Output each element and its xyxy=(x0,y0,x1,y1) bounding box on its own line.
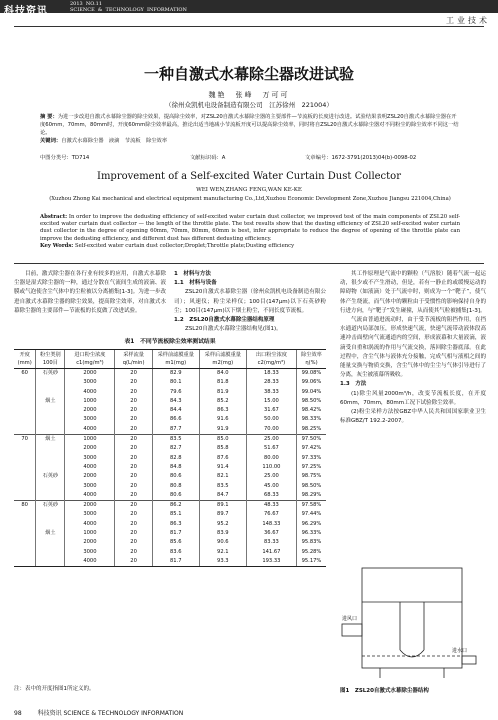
table-cell xyxy=(36,557,65,567)
table-cell: 20 xyxy=(115,454,152,463)
table-cell xyxy=(36,425,65,435)
abstract-cn-label: 摘 要： xyxy=(40,114,58,120)
footer-journal-name: 科技资讯 SCIENCE & TECHNOLOGY INFORMATION xyxy=(37,710,184,717)
table-cell: 85.1 xyxy=(152,510,199,519)
table-cell: 83.6 xyxy=(152,548,199,557)
table-cell: 83.9 xyxy=(199,529,246,538)
table-1-caption: 表1 不同节流板除尘效率测试结果 xyxy=(124,339,216,345)
table-cell: 89.1 xyxy=(199,501,246,511)
table-row xyxy=(14,415,326,424)
table-cell: 1000 xyxy=(65,435,115,445)
keywords-cn-text: 自激式水幕除尘器 液滴 节流板 除尘效率 xyxy=(61,138,168,144)
table-cell: 80 xyxy=(14,501,36,511)
table-cell: 1000 xyxy=(65,397,115,406)
table-cell: 20 xyxy=(115,435,152,445)
page-footer xyxy=(14,708,183,717)
table-cell: 20 xyxy=(115,520,152,529)
body-column-2 xyxy=(174,270,326,334)
table-cell: 60 xyxy=(21,370,28,376)
table-cell: 81.9 xyxy=(199,388,246,397)
table-cell: 83.33 xyxy=(246,538,296,547)
table-header-cell: 开度(mm) xyxy=(14,350,36,369)
method-item-2: (2)粉尘采样方法按GBZ中华人民共和国国家职业卫生标准GBZ/T 192.2-2007。 xyxy=(340,409,486,425)
section-heading-1-2: 1.2 ZSL20自激式水幕除尘器结构原理 xyxy=(174,317,275,324)
table-cell: 20 xyxy=(115,529,152,538)
table-cell: 4000 xyxy=(65,520,115,529)
table-cell: 97.42% xyxy=(296,444,326,453)
table-row xyxy=(14,425,326,435)
table-cell: 2000 xyxy=(65,369,115,379)
inlet-label: 进风口 xyxy=(342,616,358,622)
table-cell: 85.6 xyxy=(152,538,199,547)
table-cell: 98.50% xyxy=(296,397,326,406)
body-column-3 xyxy=(340,270,486,426)
table-cell: 20 xyxy=(115,369,152,379)
table-cell: 99.06% xyxy=(296,378,326,387)
table-cell: 2000 xyxy=(65,444,115,453)
table-cell: 31.67 xyxy=(246,406,296,415)
table-cell: 20 xyxy=(115,425,152,435)
table-cell xyxy=(36,482,65,491)
table-row xyxy=(14,538,326,547)
intro-paragraph: 目前，激式除尘器在各行业有较多的应用，自激式水幕除尘器是湿式除尘器的一种，通过分散在气流间生成的液滴、液膜或气泡使含尘气体中的尘粒被以分离捕集[1-3]。为进一步改进自激式水幕除尘器的除尘效果，提高除尘效率，对自激式水幕除尘器的主要部件—节流板的长度做了改进试验。 xyxy=(14,271,166,314)
table-cell: 20 xyxy=(115,482,152,491)
table-cell: 86.3 xyxy=(199,406,246,415)
table-cell: 25.00 xyxy=(246,472,296,481)
table-row xyxy=(14,388,326,397)
table-cell: 97.25% xyxy=(296,463,326,472)
table-cell: 97.33% xyxy=(296,454,326,463)
table-cell: 86.6 xyxy=(152,415,199,424)
table-body xyxy=(14,369,326,567)
table-cell: 烟土 xyxy=(36,435,65,445)
table-cell: 80.6 xyxy=(152,491,199,501)
table-cell: 93.3 xyxy=(199,557,246,567)
keywords-en-text: Self-excited water curtain dust collector;Droplet;Throttle plate;Dusting efficiency xyxy=(74,242,295,249)
table-cell: 84.4 xyxy=(152,406,199,415)
table-cell xyxy=(14,397,36,406)
table-cell: 99.04% xyxy=(296,388,326,397)
table-cell: 20 xyxy=(115,491,152,501)
table-cell xyxy=(14,406,36,415)
table-cell xyxy=(36,406,65,415)
table-cell: 76.67 xyxy=(246,510,296,519)
figure-1-diagram xyxy=(340,560,486,684)
table-cell: 193.33 xyxy=(246,557,296,567)
table-cell: 99.08% xyxy=(296,369,326,379)
table-cell: 70.00 xyxy=(246,425,296,435)
table-cell: 2000 xyxy=(65,406,115,415)
table-cell xyxy=(14,415,36,424)
table-cell: 80.8 xyxy=(152,482,199,491)
table-cell: 烟土 xyxy=(36,529,65,538)
table-cell: 82.1 xyxy=(199,472,246,481)
table-cell: 20 xyxy=(115,538,152,547)
table-header-row xyxy=(14,350,326,369)
table-cell: 83.5 xyxy=(199,482,246,491)
table-cell xyxy=(14,510,36,519)
authors-en: WEI WEN,ZHANG FENG,WAN KE-KE xyxy=(196,187,302,193)
table-cell: 141.67 xyxy=(246,548,296,557)
table-cell: 91.6 xyxy=(199,415,246,424)
table-cell: 97.44% xyxy=(296,510,326,519)
table-cell xyxy=(14,538,36,547)
table-cell: 4000 xyxy=(65,557,115,567)
table-cell xyxy=(36,538,65,547)
table-cell: 2000 xyxy=(65,501,115,511)
table-cell xyxy=(36,444,65,453)
table-header-cell: 采样流量q(L/min) xyxy=(115,350,152,369)
principle-paragraph: 其工作原理是气流中的颗粒（气溶胶）随着气流一起运动，很少或不产生滑动，但是，若有一静止的或缓慢运动的障碍物（如液滴）处于气流中时，则成为一个“靶子”，使气体产生绕流，而气体中的颗粒由于受惯性的影响保持自身的行进方向，与“靶子”发生碰撞，从而使其气粒被捕集[1-3]。 xyxy=(340,271,486,314)
table-cell: 20 xyxy=(115,378,152,387)
table-cell: 81.8 xyxy=(199,378,246,387)
table-cell: 80.1 xyxy=(152,378,199,387)
table-cell: 90.6 xyxy=(199,538,246,547)
table-cell xyxy=(14,548,36,557)
table-row xyxy=(14,501,326,511)
table-cell: 20 xyxy=(115,463,152,472)
page-number: 98 xyxy=(14,710,22,717)
table-cell xyxy=(14,472,36,481)
water-inlet-label: 进水口 xyxy=(452,648,468,654)
table-cell: 98.75% xyxy=(296,472,326,481)
table-row xyxy=(14,491,326,501)
table-cell xyxy=(36,520,65,529)
table-cell xyxy=(14,557,36,567)
table-cell: 97.58% xyxy=(296,501,326,511)
table-cell: 87.6 xyxy=(199,454,246,463)
table-cell: 石英砂 xyxy=(36,472,65,481)
keywords-en-label: Key Words: xyxy=(40,242,74,249)
table-cell: 48.33 xyxy=(246,501,296,511)
clc-number: 中图分类号：TD714 xyxy=(40,155,90,161)
table-cell: 89.7 xyxy=(199,510,246,519)
table-cell: 烟土 xyxy=(36,397,65,406)
section-heading-1: 1 材料与方法 xyxy=(174,271,211,277)
abstract-en xyxy=(40,214,460,250)
table-note: 注：表中的开度指图1所定义的。 xyxy=(14,686,95,692)
table-cell xyxy=(14,520,36,529)
section-heading-1-3: 1.3 方法 xyxy=(340,381,367,388)
journal-logo: 科技资讯 xyxy=(4,6,48,17)
table-row xyxy=(14,435,326,445)
table-cell xyxy=(14,529,36,538)
results-table xyxy=(14,349,326,567)
table-cell: 2000 xyxy=(65,538,115,547)
table-cell: 50.00 xyxy=(246,415,296,424)
table-cell xyxy=(36,388,65,397)
table-cell xyxy=(36,510,65,519)
authors-cn: 魏艳 张峰 万可可 xyxy=(208,91,290,99)
table-cell: 3000 xyxy=(65,482,115,491)
table-cell: 20 xyxy=(115,501,152,511)
table-cell xyxy=(36,463,65,472)
airflow-paragraph: 气流由普通进流动时，由于受节流板的阻挡作用，在挡水通道内局部加压，形成快速气流，快速气流带动液体段高速冲击面壁向气流通道内的空间，形成液幕和大量液滴，液滴受自重和涡流的作用与气流交换，落回除尘器底部。在此过程中，含尘气体与液体充分接触，完成气相与液相之间的能量交换与物质交换，含尘气体中的尘尘与气体引导进行了分离，灰尘被液幕所吸收。 xyxy=(340,317,486,379)
table-cell: 3000 xyxy=(65,415,115,424)
section-label: 工业技术 xyxy=(446,16,490,25)
header-rule xyxy=(14,26,484,27)
table-row xyxy=(14,378,326,387)
table-cell: 20 xyxy=(115,510,152,519)
table-cell: 84.3 xyxy=(152,397,199,406)
table-cell: 45.00 xyxy=(246,482,296,491)
table-cell xyxy=(14,388,36,397)
table-row xyxy=(14,444,326,453)
table-cell: 92.1 xyxy=(199,548,246,557)
table-cell: 68.33 xyxy=(246,491,296,501)
table-cell xyxy=(14,444,36,453)
article-number: 文章编号：1672-3791(2013)04(b)-0098-02 xyxy=(305,155,417,161)
table-header-cell: 采样前滤膜重量m1(mg) xyxy=(152,350,199,369)
table-cell: 84.8 xyxy=(152,463,199,472)
table-cell: 110.00 xyxy=(246,463,296,472)
table-cell: 15.00 xyxy=(246,397,296,406)
affiliation-en: (Xuzhou Zhong Kai mechanical and electrical equipment manufacturing Co.,Ltd,Xuzhou Economic Development Zone,Xuzhou Jiangsu 221004,China) xyxy=(49,196,451,202)
table-cell xyxy=(36,491,65,501)
table-cell: 4000 xyxy=(65,491,115,501)
figure-1-caption: 图1 ZSL20自激式水幕除尘器结构 xyxy=(340,688,429,694)
table-cell: 148.33 xyxy=(246,520,296,529)
table-cell: 38.33 xyxy=(246,388,296,397)
section-heading-1-1: 1.1 材料与设备 xyxy=(174,280,217,287)
table-cell: 3000 xyxy=(65,548,115,557)
table-row xyxy=(14,454,326,463)
table-cell: 51.67 xyxy=(246,444,296,453)
table-cell xyxy=(14,463,36,472)
body-column-1 xyxy=(14,270,166,316)
abstract-cn-text: 为进一步改进自激式水幕除尘器的除尘效果，提高除尘效率，对ZSL20自激式水幕除尘器的主要部件—节流板的长度进行改进。试验结果表明ZSL20自激式水幕除尘器在开度60mm，70mm，80mm时，开度60mm除尘效率最高，推论出适当地减小节流板开度可以提高除尘效率，同时将自ZSL20自激式水幕除尘器对不同粉尘的除尘效率不同这一结论。 xyxy=(40,114,459,136)
structure-paragraph: ZSL20自激式水幕除尘器结构见(图1)。 xyxy=(185,326,282,333)
table-cell xyxy=(14,378,36,387)
table-cell: 3000 xyxy=(65,510,115,519)
table-cell: 1000 xyxy=(65,529,115,538)
document-code: 文献标识码：A xyxy=(190,155,226,161)
table-cell: 20 xyxy=(115,472,152,481)
affiliation-cn: （徐州众凯机电设备制造有限公司 江苏徐州 221004） xyxy=(165,101,333,109)
table-cell: 85.0 xyxy=(199,435,246,445)
table-row xyxy=(14,557,326,567)
table-cell: 85.8 xyxy=(199,444,246,453)
table-cell: 81.7 xyxy=(152,529,199,538)
table-cell: 3000 xyxy=(65,378,115,387)
table-row xyxy=(14,548,326,557)
table-header-cell: 采样后滤膜重量m2(mg) xyxy=(199,350,246,369)
table-cell xyxy=(14,454,36,463)
table-cell: 20 xyxy=(115,444,152,453)
table-cell xyxy=(36,415,65,424)
table-cell xyxy=(36,548,65,557)
table-cell: 86.3 xyxy=(152,520,199,529)
table-cell: 98.25% xyxy=(296,425,326,435)
table-cell: 82.8 xyxy=(152,454,199,463)
table-cell: 18.33 xyxy=(246,369,296,379)
materials-paragraph: ZSL20自激式水幕除尘器（徐州众凯机电设备制造有限公司）；风速仪；粉尘采样仪；100目(147μm)以下石英砂粉尘；100目(147μm)以下烟土粉尘，不同长度节流板。 xyxy=(174,289,326,314)
table-cell: 4000 xyxy=(65,425,115,435)
issue-number: 2013 NO.11 xyxy=(70,1,103,7)
table-cell xyxy=(14,491,36,501)
table-cell: 80.6 xyxy=(152,472,199,481)
table-cell: 79.6 xyxy=(152,388,199,397)
table-cell xyxy=(36,454,65,463)
table-cell: 95.28% xyxy=(296,548,326,557)
table-cell: 87.7 xyxy=(152,425,199,435)
table-cell: 70 xyxy=(14,435,36,445)
table-cell: 95.83% xyxy=(296,538,326,547)
table-cell: 84.0 xyxy=(199,369,246,379)
method-item-1: (1)除尘风量2000m³/h，改变节流板长度，在开度60mm，70mm，80mm工况下试验除尘效率。 xyxy=(340,390,486,406)
table-cell: 20 xyxy=(115,406,152,415)
water-inlet-pipe xyxy=(462,656,476,664)
table-cell: 91.4 xyxy=(199,463,246,472)
table-cell: 95.2 xyxy=(199,520,246,529)
table-cell: 36.67 xyxy=(246,529,296,538)
table-cell xyxy=(36,378,65,387)
table-cell: 3000 xyxy=(65,454,115,463)
table-row xyxy=(14,397,326,406)
table-row xyxy=(14,472,326,481)
paper-title-cn: 一种自激式水幕除尘器改进试验 xyxy=(143,65,354,83)
meta-row xyxy=(40,153,460,161)
table-cell: 25.00 xyxy=(246,435,296,445)
abstract-en-label: Abstract: xyxy=(40,214,68,220)
table-cell: 80.00 xyxy=(246,454,296,463)
table-cell: 82.9 xyxy=(152,369,199,379)
table-cell: 98.42% xyxy=(296,406,326,415)
table-cell: 4000 xyxy=(65,463,115,472)
table-cell: 86.2 xyxy=(152,501,199,511)
table-cell: 91.9 xyxy=(199,425,246,435)
table-cell: 98.33% xyxy=(296,415,326,424)
table-row xyxy=(14,369,326,379)
issue-info xyxy=(70,1,187,13)
table-cell: 石英砂 xyxy=(36,369,65,379)
table-header-cell: 出口粉尘浓度c2(mg/m³) xyxy=(246,350,296,369)
table-header-cell: 进口粉尘浓度c1(mg/m³) xyxy=(65,350,115,369)
table-header-cell: 除尘效率η(%) xyxy=(296,350,326,369)
paper-title-en: Improvement of a Self-excited Water Curtain Dust Collector xyxy=(97,171,401,182)
table-cell: 20 xyxy=(115,388,152,397)
collector-body xyxy=(362,568,462,668)
table-cell: 28.33 xyxy=(246,378,296,387)
abstract-cn xyxy=(40,113,460,145)
table-cell xyxy=(14,425,36,435)
table-cell: 82.7 xyxy=(152,444,199,453)
table-cell: 98.29% xyxy=(296,491,326,501)
table-header-cell: 粉尘类别100目 xyxy=(36,350,65,369)
table-row xyxy=(14,406,326,415)
table-cell: 97.50% xyxy=(296,435,326,445)
table-row xyxy=(14,520,326,529)
table-cell: 96.29% xyxy=(296,520,326,529)
table-cell: 20 xyxy=(115,397,152,406)
keywords-cn-label: 关键词： xyxy=(40,138,62,144)
table-cell: 81.7 xyxy=(152,557,199,567)
table-row xyxy=(14,529,326,538)
table-row xyxy=(14,482,326,491)
table-cell: 4000 xyxy=(65,388,115,397)
table-cell: 96.33% xyxy=(296,529,326,538)
table-cell: 石英砂 xyxy=(36,501,65,511)
table-row xyxy=(14,510,326,519)
table-cell: 85.2 xyxy=(199,397,246,406)
abstract-en-text: In order to improve the dedusting efficiency of self-excited water curtain dust collector, we improved test of the main components of ZSL20 self-excited water curtain dust collector — the length of the throttle plate. The test results show that the dusting efficiency of ZSL20 self-excited water curtain dust collector in the degree of opening 60mm, 70mm, 80mm, 60mm is best, infer appropriate to reduce the degree of opening of the throttle plate can improve the dedusting efficiency, and different dust has different dedusting efficiency. xyxy=(40,214,460,242)
journal-english-name: SCIENCE & TECHNOLOGY INFORMATION xyxy=(70,7,187,13)
table-cell: 20 xyxy=(115,548,152,557)
table-cell: 20 xyxy=(115,415,152,424)
table-cell: 83.5 xyxy=(152,435,199,445)
table-cell: 98.50% xyxy=(296,482,326,491)
table-row xyxy=(14,463,326,472)
air-inlet-duct xyxy=(342,624,362,636)
table-cell: 2000 xyxy=(65,472,115,481)
table-cell xyxy=(14,482,36,491)
table-cell: 20 xyxy=(115,557,152,567)
table-cell: 95.17% xyxy=(296,557,326,567)
table-cell: 84.7 xyxy=(199,491,246,501)
abstract-rule xyxy=(14,263,484,264)
